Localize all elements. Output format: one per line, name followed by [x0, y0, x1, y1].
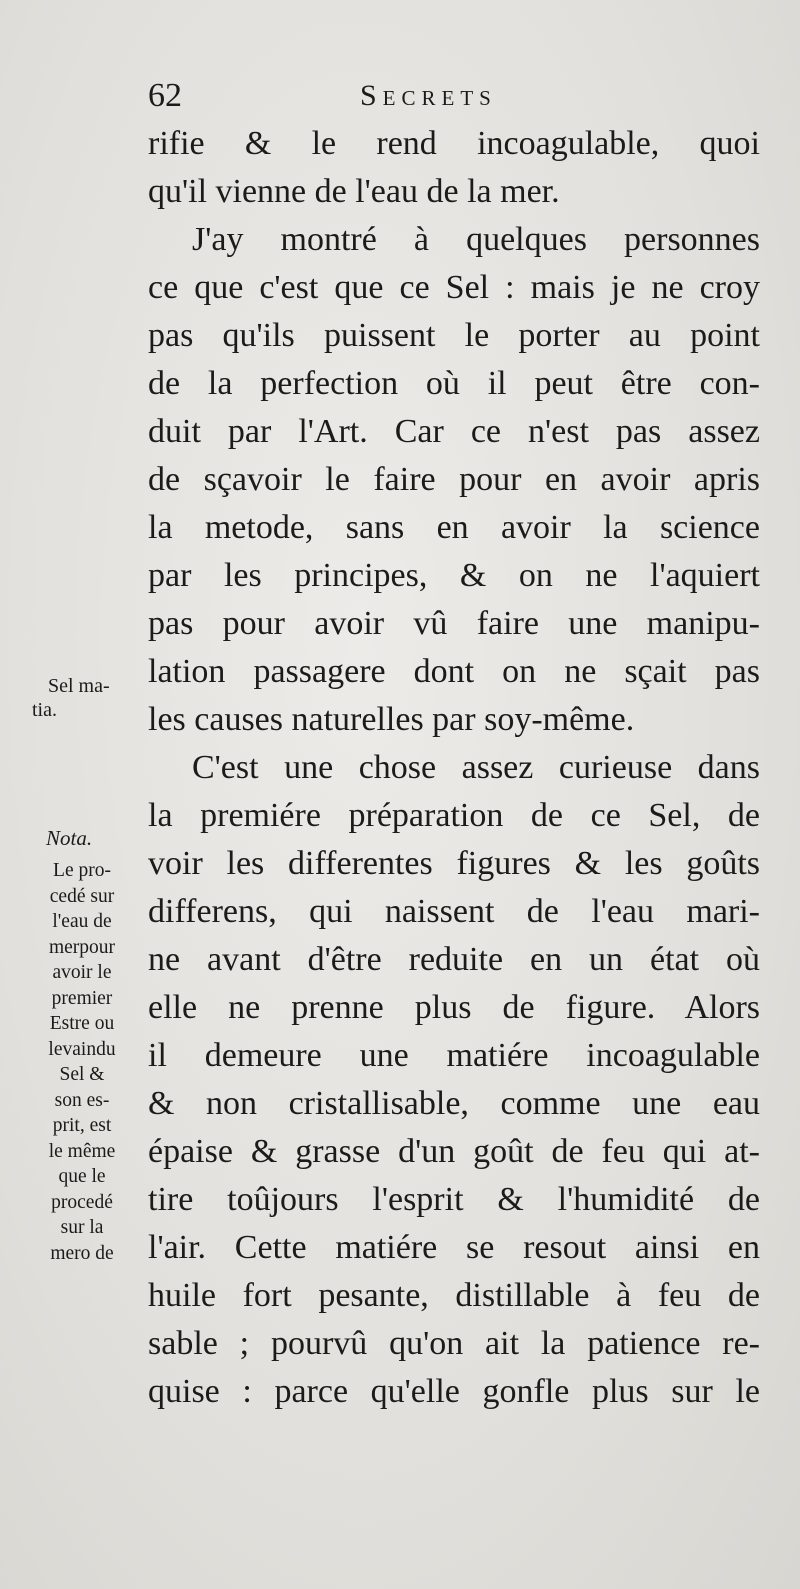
page-number: 62: [148, 77, 182, 114]
note-line: Sel &: [59, 1064, 105, 1085]
text-line: tire toûjours l'esprit & l'humidité de: [148, 1181, 760, 1218]
text-line: la metode, sans en avoir la science: [148, 509, 760, 546]
marginal-note: [32, 858, 132, 1266]
text-line: pas qu'ils puissent le porter au point: [148, 317, 760, 354]
text-line: huile fort pesante, distillable à feu de: [148, 1277, 760, 1314]
text-line: de la perfection où il peut être con-: [148, 365, 760, 402]
text-line: J'ay montré à quelques personnes: [192, 221, 760, 258]
note-line: cedé sur: [49, 885, 115, 907]
note-line: levaindu: [48, 1038, 116, 1060]
text-line: & non cristallisable, comme une eau: [148, 1085, 760, 1122]
text-line: par les principes, & on ne l'aquiert: [148, 557, 760, 594]
running-head: [148, 76, 608, 116]
text-line: il demeure une matiére incoagulable: [148, 1037, 760, 1074]
text-line: sable ; pourvû qu'on ait la patience re-: [148, 1325, 760, 1362]
text-line: rifie & le rend incoagulable, quoi: [148, 125, 760, 162]
note-line: prit, est: [52, 1115, 112, 1136]
text-line: lation passagere dont on ne sçait pas: [148, 653, 760, 690]
note-line: le même: [48, 1140, 116, 1162]
text-line: les causes naturelles par soy-même.: [148, 701, 635, 738]
note-line: que le: [58, 1166, 106, 1187]
text-line: la premiére préparation de ce Sel, de: [148, 797, 760, 834]
text-line: de sçavoir le faire pour en avoir apris: [148, 461, 760, 498]
text-line: elle ne prenne plus de figure. Alors: [148, 989, 760, 1026]
note-line: mero de: [50, 1242, 114, 1264]
sidenote-line: tia.: [32, 699, 57, 721]
nota-label: Nota.: [46, 826, 93, 850]
text-line: C'est une chose assez curieuse dans: [192, 749, 760, 786]
text-line: differens, qui naissent de l'eau mari-: [148, 893, 760, 930]
text-line: l'air. Cette matiére se resout ainsi en: [148, 1229, 760, 1266]
note-line: sur la: [60, 1217, 104, 1238]
running-title: Secrets: [360, 79, 497, 112]
text-line: voir les differentes figures & les goûts: [148, 845, 760, 882]
text-line: ce que c'est que ce Sel : mais je ne croy: [148, 269, 760, 306]
note-line: merpour: [48, 936, 116, 958]
text-line: ne avant d'être reduite en un état où: [148, 941, 760, 978]
note-line: Estre ou: [49, 1013, 115, 1034]
note-line: l'eau de: [52, 911, 112, 932]
note-line: avoir le: [52, 962, 112, 983]
sidenote-line: Sel ma-: [48, 675, 110, 697]
note-line: Le pro-: [53, 860, 111, 881]
note-line: premier: [51, 987, 113, 1009]
note-line: son es-: [54, 1089, 110, 1111]
note-line: procedé: [51, 1191, 113, 1213]
text-line: duit par l'Art. Car ce n'est pas assez: [148, 413, 760, 450]
text-line: qu'il vienne de l'eau de la mer.: [148, 173, 560, 210]
text-line: quise : parce qu'elle gonfle plus sur le: [148, 1373, 760, 1410]
body-text: [148, 120, 760, 1416]
text-line: pas pour avoir vû faire une manipu-: [148, 605, 760, 642]
text-line: épaise & grasse d'un goût de feu qui at-: [148, 1133, 760, 1170]
